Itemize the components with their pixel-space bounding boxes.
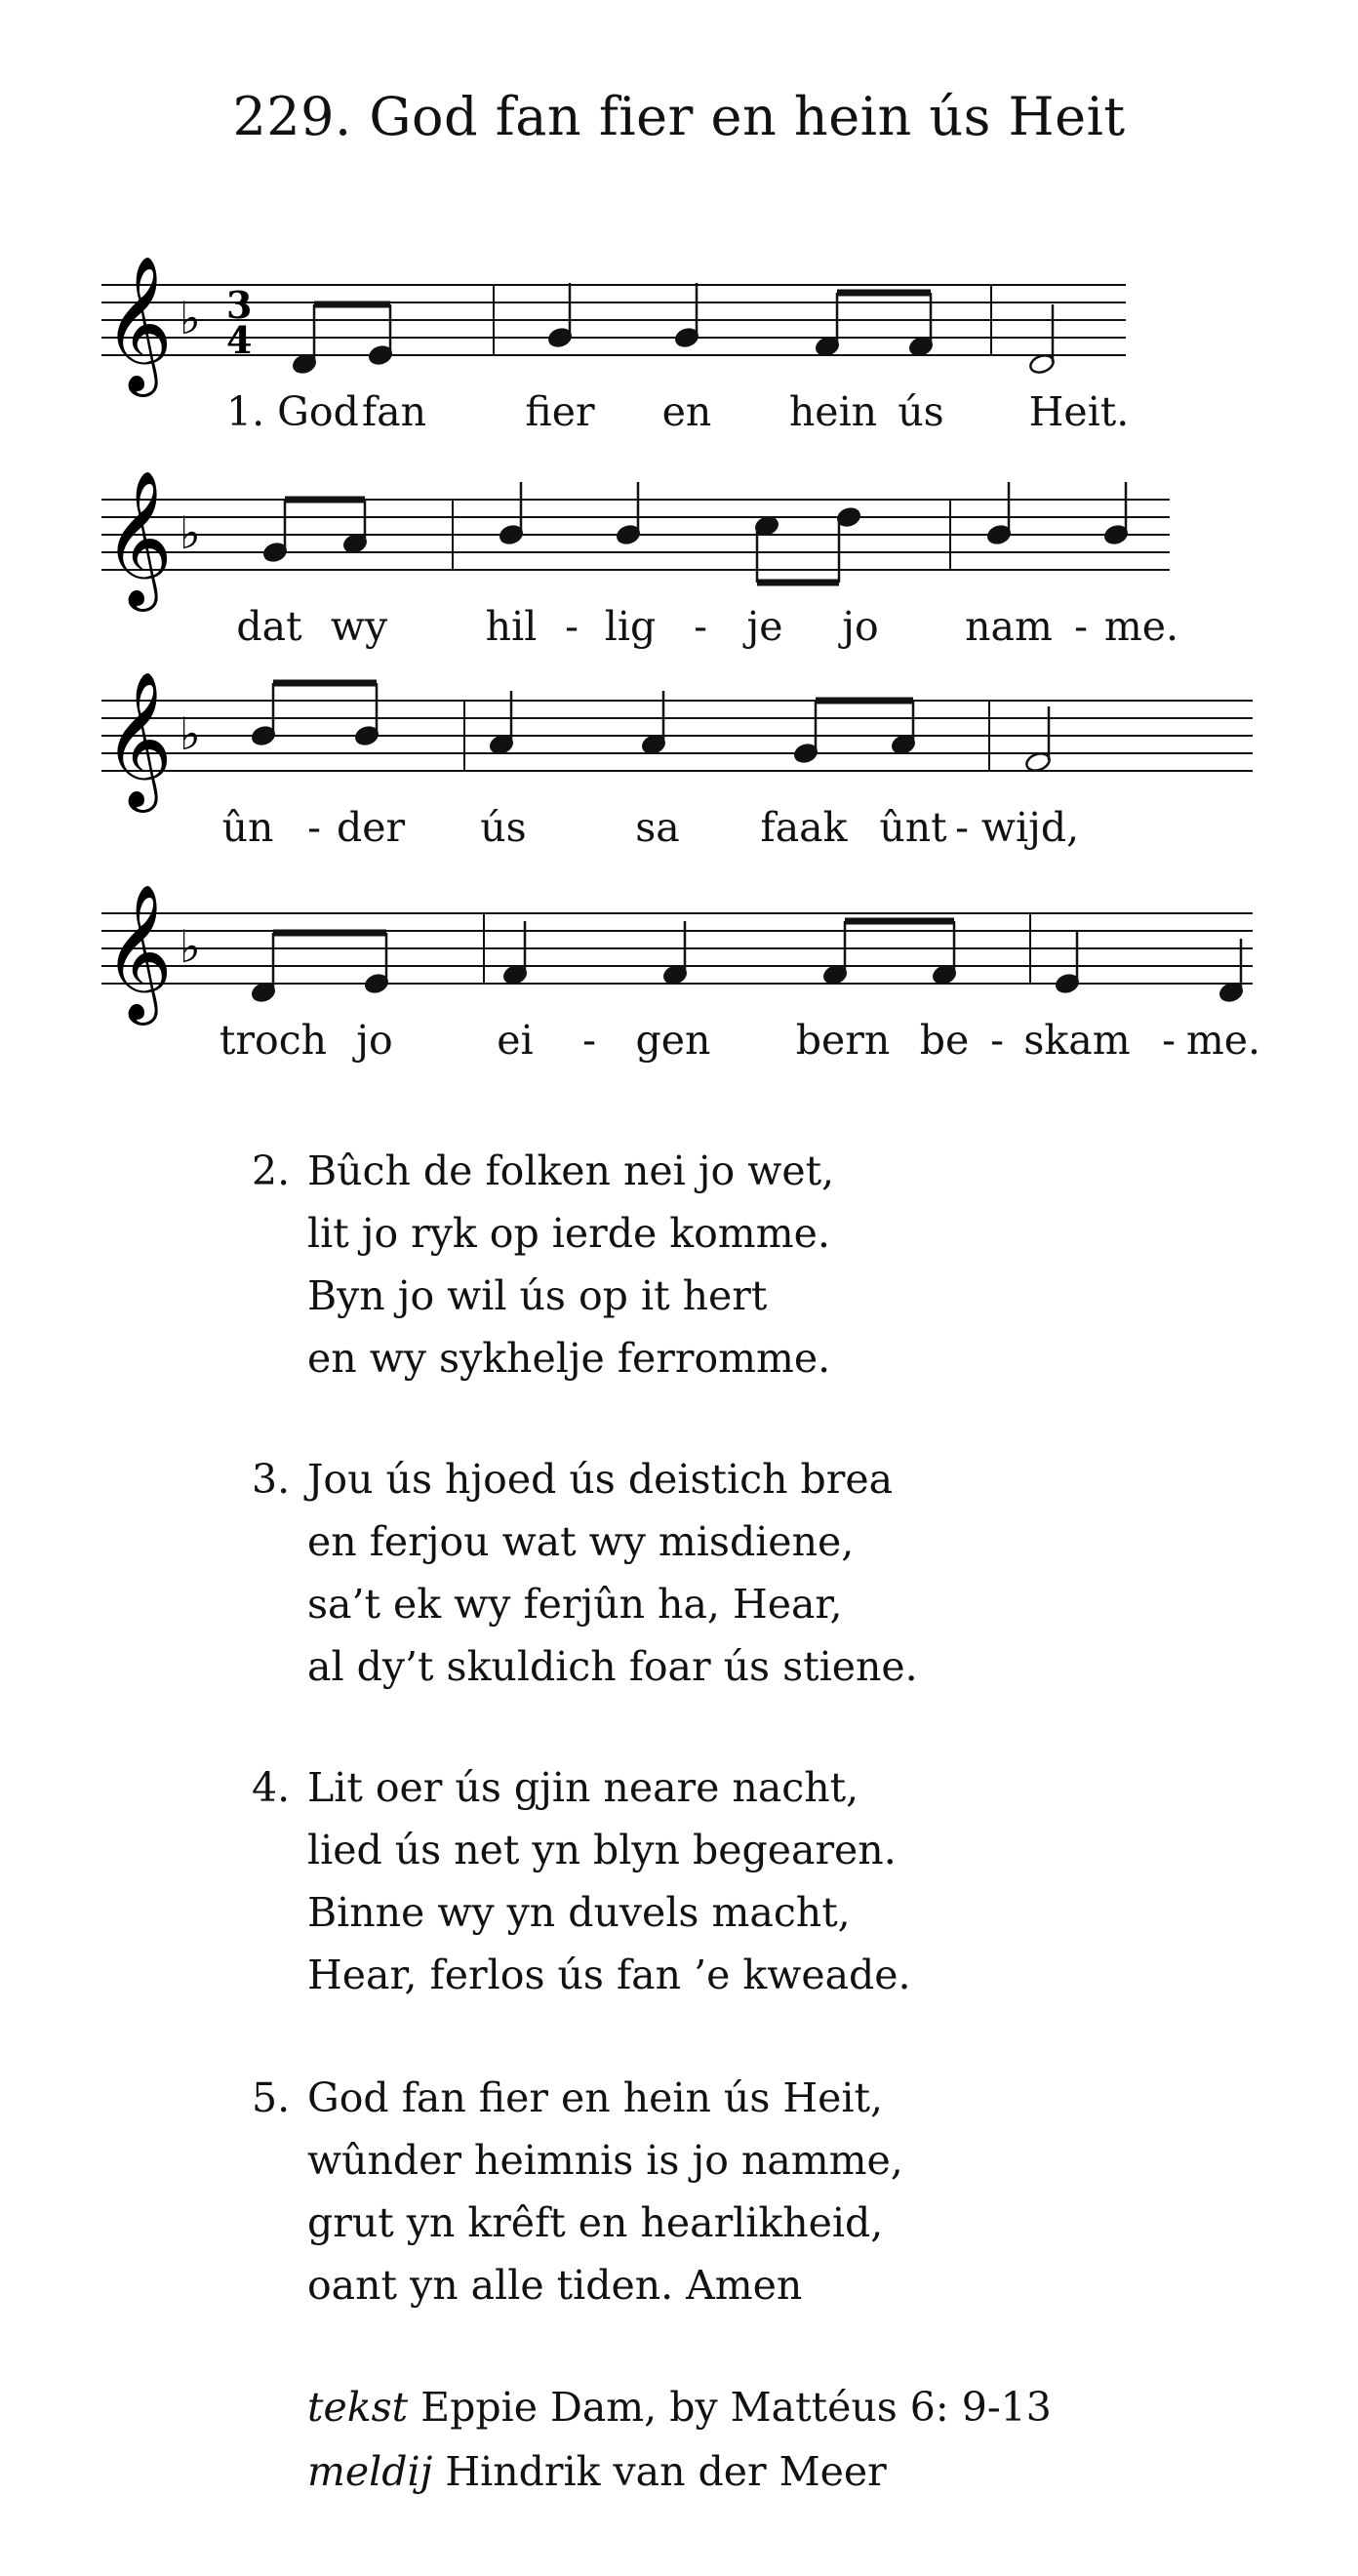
verse-number: 5. bbox=[252, 2074, 291, 2121]
lyric-syllable: dat bbox=[236, 603, 302, 650]
credits bbox=[307, 2375, 1052, 2504]
flat-icon: ♭ bbox=[180, 707, 201, 760]
text-credit-value: Eppie Dam, by Mattéus 6: 9-13 bbox=[420, 2384, 1052, 2431]
lyric-syllable: bern bbox=[795, 1017, 891, 1064]
lyric-syllable: be bbox=[919, 1017, 970, 1064]
treble-clef-icon: 𝄞 bbox=[103, 470, 173, 606]
lyric-syllable: jo bbox=[356, 1017, 393, 1064]
staff-notation bbox=[101, 256, 1272, 402]
lyric-syllable: - bbox=[582, 1017, 596, 1064]
lyric-syllable: - bbox=[955, 804, 969, 851]
hymn-title: 229. God fan fier en hein ús Heit bbox=[232, 86, 1126, 147]
lyric-syllable: ús bbox=[480, 804, 527, 851]
lyric-syllable: hein bbox=[788, 388, 878, 435]
melody-credit bbox=[307, 2439, 1052, 2504]
staff-notation bbox=[101, 470, 1272, 617]
lyric-syllable: ús bbox=[898, 388, 944, 435]
lyric-syllable: gen bbox=[635, 1017, 711, 1064]
verse-line: lied ús net yn blyn begearen. bbox=[307, 1827, 897, 1873]
lyric-syllable: ûnt bbox=[879, 804, 947, 851]
verse-number: 3. bbox=[252, 1456, 291, 1503]
lyric-syllable: nam bbox=[965, 603, 1053, 650]
verse-number: 4. bbox=[252, 1764, 291, 1811]
music-staff-system-4 bbox=[101, 884, 1272, 1118]
music-staff-system-1 bbox=[101, 256, 1272, 490]
lyric-syllable: - bbox=[1074, 603, 1088, 650]
staff-notation bbox=[101, 884, 1272, 1030]
lyric-syllable: fan bbox=[361, 388, 427, 435]
verse-line: en ferjou wat wy misdiene, bbox=[307, 1518, 855, 1565]
verse-line: Jou ús hjoed ús deistich brea bbox=[307, 1456, 894, 1503]
text-credit-label: tekst bbox=[307, 2384, 409, 2431]
verse-line: lit jo ryk op ierde komme. bbox=[307, 1210, 830, 1257]
lyric-syllable: wy bbox=[330, 603, 388, 650]
verse-2 bbox=[252, 1140, 834, 1389]
staff-notation bbox=[101, 671, 1272, 818]
lyric-syllable: - bbox=[1162, 1017, 1176, 1064]
lyric-syllable: troch bbox=[219, 1017, 328, 1064]
flat-icon: ♭ bbox=[180, 292, 201, 344]
lyric-syllable: - bbox=[565, 603, 579, 650]
treble-clef-icon: 𝄞 bbox=[103, 256, 173, 391]
music-staff-system-3 bbox=[101, 671, 1272, 906]
verse-line: Byn jo wil ús op it hert bbox=[307, 1272, 768, 1319]
svg-text:3: 3 bbox=[226, 283, 253, 327]
lyric-syllable: en bbox=[661, 388, 712, 435]
lyric-syllable: me. bbox=[1103, 603, 1179, 650]
verse-line: Hear, ferlos ús fan ’e kweade. bbox=[307, 1952, 911, 1998]
svg-text:4: 4 bbox=[226, 318, 253, 362]
verse-line: Binne wy yn duvels macht, bbox=[307, 1889, 851, 1936]
verse-line: sa’t ek wy ferjûn ha, Hear, bbox=[307, 1581, 843, 1628]
flat-icon: ♭ bbox=[180, 920, 201, 973]
verse-line: en wy sykhelje ferromme. bbox=[307, 1335, 831, 1382]
verse-3 bbox=[252, 1448, 918, 1698]
lyric-syllable: fier bbox=[525, 388, 595, 435]
lyric-syllable: - bbox=[990, 1017, 1004, 1064]
text-credit bbox=[307, 2375, 1052, 2439]
verse-line: Bûch de folken nei jo wet, bbox=[307, 1147, 835, 1194]
music-staff-system-2 bbox=[101, 470, 1272, 704]
verse-line: God fan fier en hein ús Heit, bbox=[307, 2074, 884, 2121]
verse-line: al dy’t skuldich foar ús stiene. bbox=[307, 1643, 918, 1690]
melody-credit-label: meldij bbox=[307, 2448, 433, 2495]
verse-number: 2. bbox=[252, 1147, 291, 1194]
lyric-syllable: ei bbox=[497, 1017, 534, 1064]
verse-4 bbox=[252, 1756, 911, 2006]
lyric-syllable: faak bbox=[760, 804, 848, 851]
verse-line: oant yn alle tiden. Amen bbox=[307, 2262, 803, 2309]
lyric-syllable: der bbox=[336, 804, 406, 851]
verse-line: grut yn krêft en hearlikheid, bbox=[307, 2199, 884, 2246]
verse-line: wûnder heimnis is jo namme, bbox=[307, 2137, 903, 2184]
lyric-syllable: Heit. bbox=[1028, 388, 1130, 435]
verse-5 bbox=[252, 2067, 903, 2316]
lyric-syllable: sa bbox=[635, 804, 680, 851]
lyric-syllable: lig bbox=[604, 603, 657, 650]
lyric-syllable: - bbox=[307, 804, 321, 851]
lyric-syllable: 1. God bbox=[226, 388, 359, 435]
lyric-syllable: skam bbox=[1023, 1017, 1131, 1064]
lyric-syllable: - bbox=[694, 603, 707, 650]
treble-clef-icon: 𝄞 bbox=[103, 671, 173, 807]
melody-credit-value: Hindrik van der Meer bbox=[445, 2448, 887, 2495]
verse-line: Lit oer ús gjin neare nacht, bbox=[307, 1764, 859, 1811]
treble-clef-icon: 𝄞 bbox=[103, 884, 173, 1020]
flat-icon: ♭ bbox=[180, 506, 201, 559]
lyric-syllable: jo bbox=[842, 603, 879, 650]
lyric-syllable: me. bbox=[1185, 1017, 1261, 1064]
lyric-syllable: je bbox=[746, 603, 783, 650]
lyric-syllable: ûn bbox=[221, 804, 274, 851]
lyric-syllable: hil bbox=[485, 603, 538, 650]
lyric-syllable: wijd, bbox=[980, 804, 1080, 851]
